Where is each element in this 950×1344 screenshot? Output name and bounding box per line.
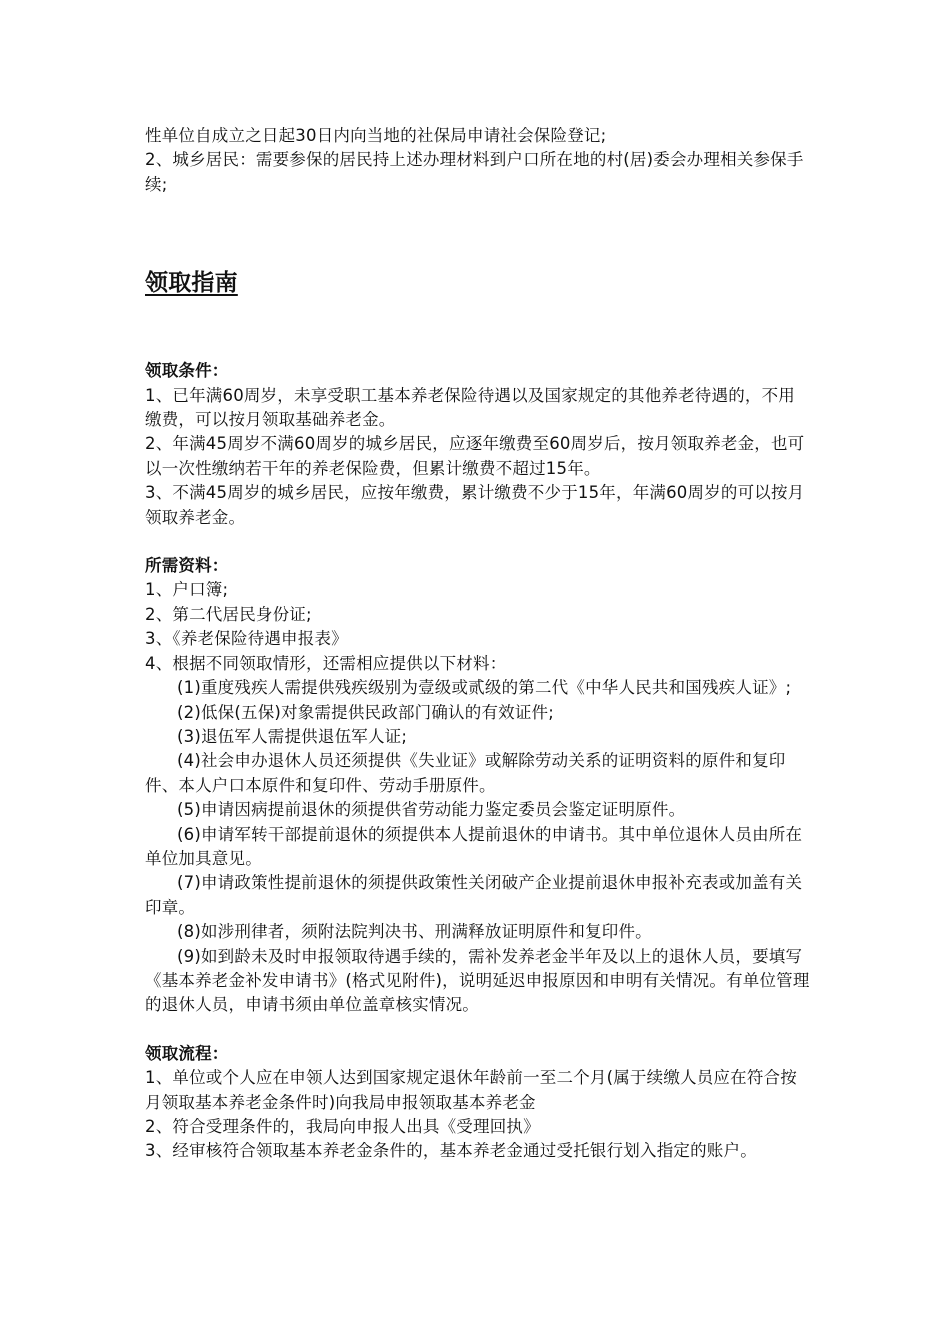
condition-item-2: 2、年满45周岁不满60周岁的城乡居民，应逐年缴费至60周岁后，按月领取养老金，也可以一次性缴纳若干年的养老保险费，但累计缴费不超过15年。 — [145, 434, 805, 478]
material-sub-item-5: (5)申请因病提前退休的须提供省劳动能力鉴定委员会鉴定证明原件。 — [177, 800, 686, 820]
materials-heading: 所需资料： — [145, 556, 229, 576]
material-sub-item-6: (6)申请军转干部提前退休的须提供本人提前退休的申请书。其中单位退休人员由所在单位加具意见。 — [145, 824, 803, 868]
process-item-3: 3、经审核符合领取基本养老金条件的，基本养老金通过受托银行划入指定的账户。 — [145, 1141, 757, 1161]
material-sub-item-7: (7)申请政策性提前退休的须提供政策性关闭破产企业提前退休申报补充表或加盖有关印章。 — [145, 873, 803, 917]
material-sub-item-2: (2)低保(五保)对象需提供民政部门确认的有效证件; — [177, 702, 555, 722]
material-item-4: 4、根据不同领取情形，还需相应提供以下材料： — [145, 653, 507, 673]
material-sub-item-4: (4)社会申办退休人员还须提供《失业证》或解除劳动关系的证明资料的原件和复印件、本人户口本原件和复印件、劳动手册原件。 — [145, 751, 786, 795]
material-item-3: 3、《养老保险待遇申报表》 — [145, 629, 348, 649]
material-item-2: 2、第二代居民身份证; — [145, 604, 312, 624]
material-item-1: 1、户口簿; — [145, 580, 229, 600]
material-sub-item-8: (8)如涉刑律者，须附法院判决书、刑满释放证明原件和复印件。 — [177, 922, 652, 942]
section-title: 领取指南 — [145, 270, 238, 297]
conditions-heading: 领取条件： — [145, 361, 229, 381]
material-sub-item-1: (1)重度残疾人需提供残疾级别为壹级或贰级的第二代《中华人民共和国残疾人证》; — [177, 678, 792, 698]
intro-paragraph-2: 2、城乡居民：需要参保的居民持上述办理材料到户口所在地的村(居)委会办理相关参保手续; — [145, 150, 804, 194]
material-sub-item-9: (9)如到龄未及时申报领取待遇手续的，需补发养老金半年及以上的退休人员，要填写《基本养老金补发申请书》(格式见附件)，说明延迟申报原因和申明有关情况。有单位管理的退休人员，申请书须由单位盖章核实情况。 — [145, 946, 810, 1015]
condition-item-1: 1、已年满60周岁，未享受职工基本养老保险待遇以及国家规定的其他养老待遇的，不用缴费，可以按月领取基础养老金。 — [145, 385, 795, 430]
material-sub-item-3: (3)退伍军人需提供退伍军人证; — [177, 726, 408, 746]
intro-paragraph-1: 性单位自成立之日起30日内向当地的社保局申请社会保险登记; — [145, 126, 607, 145]
process-item-2: 2、符合受理条件的，我局向申报人出具《受理回执》 — [145, 1117, 540, 1136]
process-item-1: 1、单位或个人应在申领人达到国家规定退休年龄前一至二个月(属于续缴人员应在符合按月领取基本养老金条件时)向我局申报领取基本养老金 — [145, 1068, 797, 1112]
document-page — [145, 124, 810, 1164]
condition-item-3: 3、不满45周岁的城乡居民，应按年缴费，累计缴费不少于15年，年满60周岁的可以按月领取养老金。 — [145, 483, 805, 527]
process-heading: 领取流程： — [145, 1043, 229, 1063]
